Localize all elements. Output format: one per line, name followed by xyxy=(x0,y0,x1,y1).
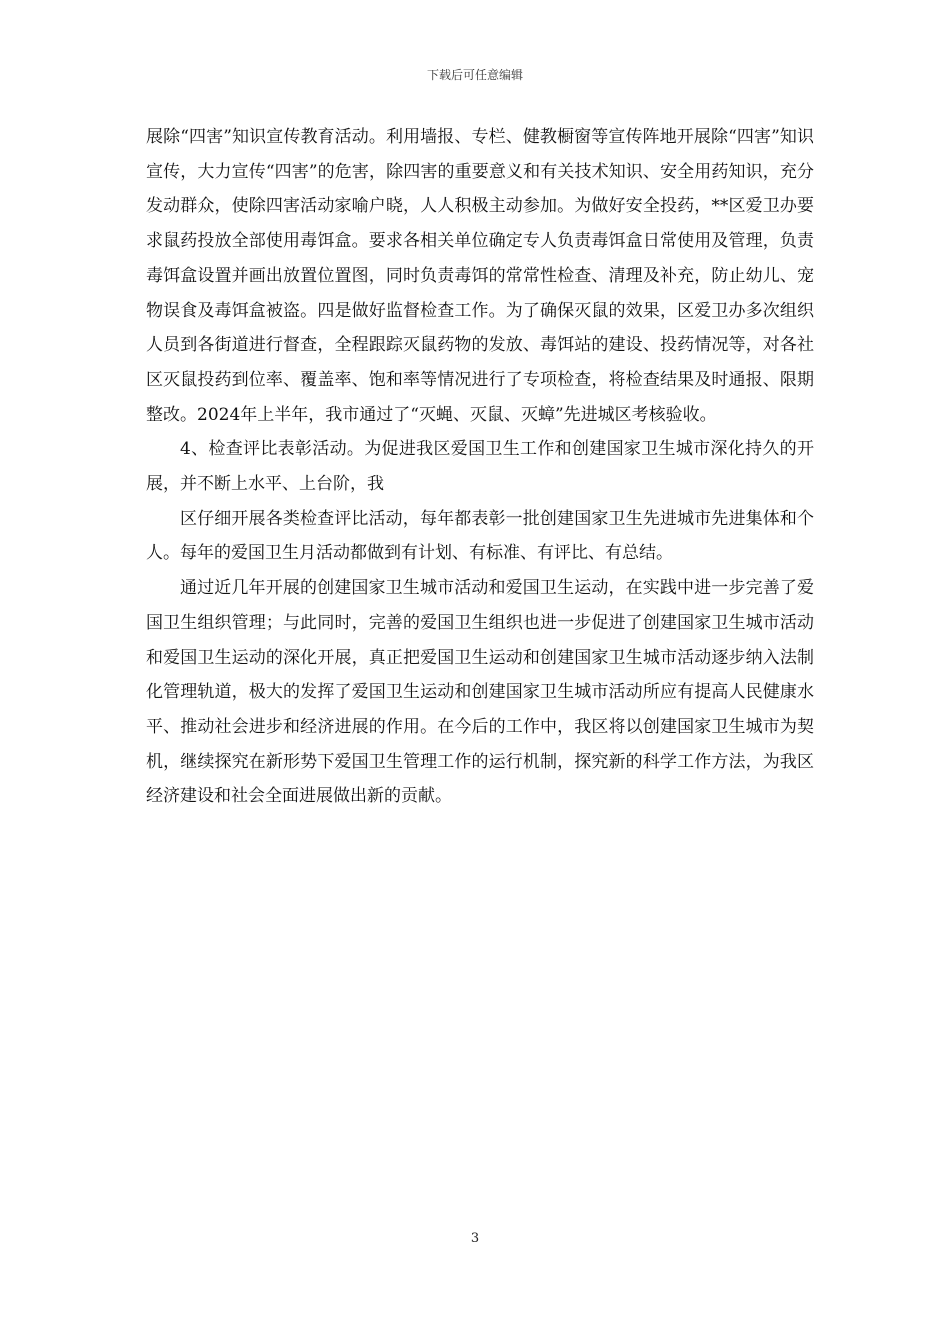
page-header: 下载后可任意编辑 xyxy=(426,68,523,82)
document-body xyxy=(146,120,814,814)
page-number: 3 xyxy=(470,1231,480,1246)
paragraph-conclusion: 通过近几年开展的创建国家卫生城市活动和爱国卫生运动，在实践中进一步完善了爱国卫生组织管理；与此同时，完善的爱国卫生组织也进一步促进了创建国家卫生城市活动和爱国卫生运动的深化开展，真正把爱国卫生运动和创建国家卫生城市活动逐步纳入法制化管理轨道，极大的发挥了爱国卫生运动和创建国家卫生城市活动所应有提高人民健康水平、推动社会进步和经济进展的作用。在今后的工作中，我区将以创建国家卫生城市为契机，继续探究在新形势下爱国卫生管理工作的运行机制，探究新的科学工作方法，为我区经济建设和社会全面进展做出新的贡献。 xyxy=(146,578,814,807)
paragraph-continued: 展除“四害”知识宣传教育活动。利用墙报、专栏、健教橱窗等宣传阵地开展除“四害”知识宣传，大力宣传“四害”的危害，除四害的重要意义和有关技术知识、安全用药知识，充分发动群众，使除四害活动家喻户晓，人人积极主动参加。为做好安全投药，**区爱卫办要求鼠药投放全部使用毒饵盒。要求各相关单位确定专人负责毒饵盒日常使用及管理，负责毒饵盒设置并画出放置位置图，同时负责毒饵的常常性检查、清理及补充，防止幼儿、宠物误食及毒饵盒被盗。四是做好监督检查工作。为了确保灭鼠的效果，区爱卫办多次组织人员到各街道进行督查，全程跟踪灭鼠药物的发放、毒饵站的建设、投药情况等，对各社区灭鼠投药到位率、覆盖率、饱和率等情况进行了专项检查，将检查结果及时通报、限期整改。2024年上半年，我市通过了“灭蝇、灭鼠、灭蟑”先进城区考核验收。 xyxy=(146,127,814,425)
paragraph-item-4-continued: 区仔细开展各类检查评比活动，每年都表彰一批创建国家卫生先进城市先进集体和个人。每年的爱国卫生月活动都做到有计划、有标准、有评比、有总结。 xyxy=(146,508,814,564)
paragraph-item-4: 4、检查评比表彰活动。为促进我区爱国卫生工作和创建国家卫生城市深化持久的开展，并不断上水平、上台阶，我 xyxy=(146,439,814,495)
